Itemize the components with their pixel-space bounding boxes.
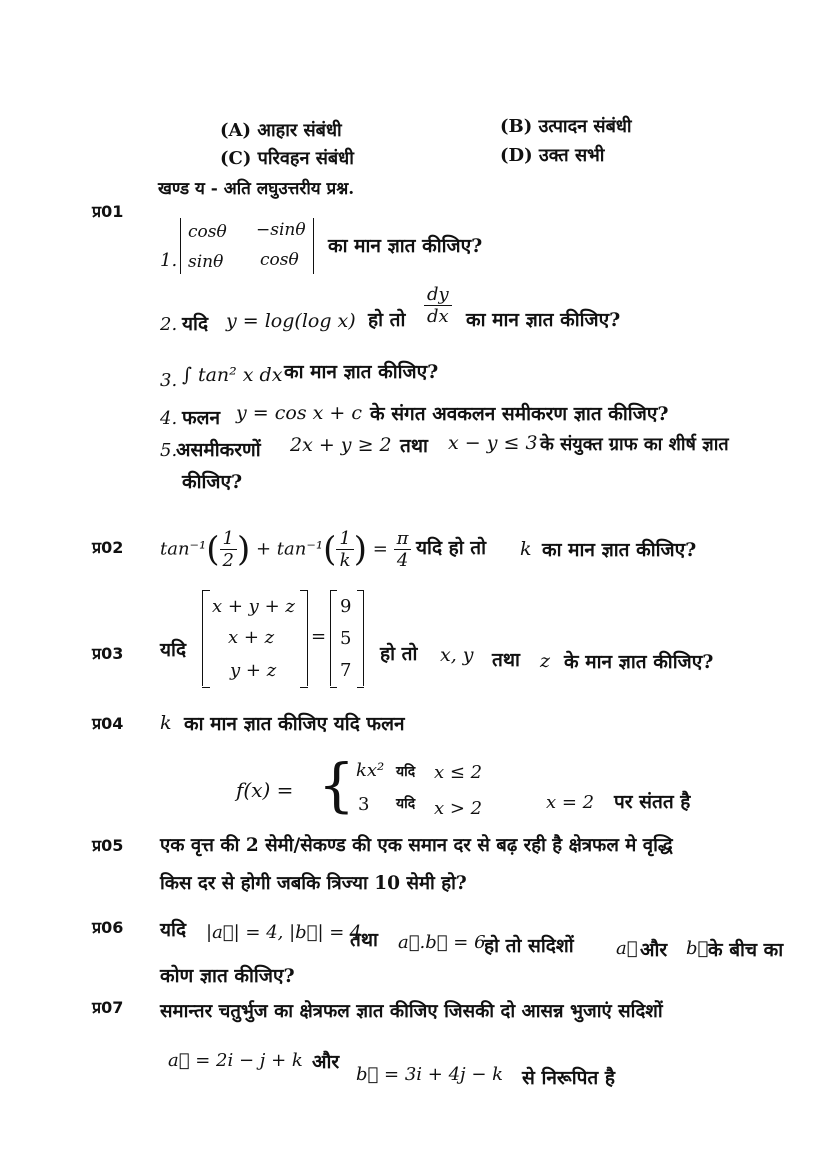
open-paren: ( [323,529,337,570]
question-text: का मान ज्ञात कीजिए यदि फलन [184,713,405,735]
math-term: = [372,538,388,560]
math-term: + tan⁻¹ [256,538,324,560]
question-text: का मान ज्ञात कीजिए? [466,309,621,331]
question-text: के संगत अवकलन समीकरण ज्ञात कीजिए? [370,403,669,425]
question-text: असमीकरणों [176,439,261,461]
vector-entry: 5 [340,628,352,649]
question-text: हो तो [380,643,418,665]
sub-number: 2. [160,314,178,335]
sub-number: 1. [160,250,178,271]
question-text: के मान ज्ञात कीजिए? [564,651,714,673]
fraction-numerator: 1 [336,528,353,550]
question-text: का मान ज्ञात कीजिए? [542,539,697,561]
question-text: तथा [492,649,520,671]
bracket-left-ticks [202,590,210,688]
equals-sign: = [311,626,327,647]
math-expression: f(x) = [236,778,294,802]
vector-entry: 9 [340,596,352,617]
question-text: कीजिए? [182,471,243,493]
question-text: और [640,939,668,961]
piece-condition: x > 2 [434,798,483,819]
question-label: प्र02 [92,538,124,557]
question-text: तथा [400,435,428,457]
question-text: यदि हो तो [416,537,487,559]
math-expression: y = cos x + c [236,402,362,424]
close-paren: ) [237,529,251,570]
math-expression [160,528,411,571]
fraction-numerator: dy [424,284,452,306]
question-text: का मान ज्ञात कीजिए? [284,361,439,383]
bracket-right-ticks [300,590,308,688]
matrix-entry: x + z [228,627,275,648]
question-text: तथा [350,929,378,951]
math-expression: a⃗ = 2i − j + k [168,1050,303,1071]
bracket-left-ticks [330,590,337,688]
matrix-entry: y + z [230,660,277,681]
question-label: प्र04 [92,714,124,733]
section-heading: खण्ड य - अति लघुउत्तरीय प्रश्न. [158,179,355,199]
matrix-entry: cosθ [260,250,299,270]
fraction-numerator: π [394,528,412,550]
matrix-entry: x + y + z [212,596,295,617]
piece-condition: x ≤ 2 [434,762,483,783]
curly-brace: { [318,751,355,819]
math-variable: k [160,712,172,734]
question-text: के संयुक्त ग्राफ का शीर्ष ज्ञात [540,434,729,455]
sub-number: 3. [160,370,178,391]
math-expression: 2x + y ≥ 2 [290,434,392,456]
math-variable: k [520,538,532,560]
fraction-denominator: k [339,550,351,571]
math-term: tan⁻¹ [160,538,207,560]
math-expression: a⃗.b⃗ = 6 [398,932,486,953]
question-label: प्र06 [92,918,124,937]
question-text: का मान ज्ञात कीजिए? [328,235,483,257]
math-variable: a⃗ [616,938,638,959]
question-text: और [312,1051,340,1073]
question-text: पर संतत है [614,791,691,813]
question-text: एक वृत्त की 2 सेमी/सेकण्ड की एक समान दर से बढ़ रही है क्षेत्रफल मे वृद्धि [160,835,673,856]
math-expression: ∫ tan² x dx [182,364,283,386]
question-label: प्र03 [92,644,124,663]
matrix-entry: sinθ [188,252,224,272]
option-c: (C) परिवहन संबंधी [220,148,354,169]
fraction-denominator: 4 [396,550,409,571]
option-b: (B) उत्पादन संबंधी [500,116,632,137]
question-text: के बीच का [708,939,784,961]
question-text: यदि [182,313,209,335]
vector-entry: 7 [340,660,352,681]
fraction-numerator: 1 [220,528,237,550]
option-d: (D) उक्त सभी [500,145,605,166]
math-expression: x = 2 [546,792,595,813]
sub-number: 5. [160,440,178,461]
math-expression: y = log(log x) [226,310,356,332]
question-text: यदि [160,919,187,941]
question-label: प्र01 [92,202,124,221]
matrix-entry: cosθ [188,222,227,242]
piece-if: यदि [396,796,416,812]
math-expression: b⃗ = 3i + 4j − k [356,1064,504,1085]
math-expression: x, y [440,644,474,666]
question-label: प्र05 [92,836,124,855]
matrix-entry: −sinθ [256,220,306,240]
question-text: समान्तर चतुर्भुज का क्षेत्रफल ज्ञात कीजिए जिसकी दो आसन्न भुजाएं सदिशों [160,1001,663,1022]
question-label: प्र07 [92,998,124,1017]
determinant-left-bar [180,218,181,274]
piece-value: kx² [356,760,385,781]
piece-if: यदि [396,764,416,780]
fraction-denominator: 2 [222,550,234,571]
question-text: हो तो सदिशों [484,935,574,957]
math-variable: b⃗ [686,938,709,959]
question-text: फलन [182,407,221,429]
question-text: से निरूपित है [522,1067,615,1089]
math-expression: x − y ≤ 3 [448,432,538,454]
piece-value: 3 [358,794,370,815]
question-text: किस दर से होगी जबकि त्रिज्या 10 सेमी हो? [160,873,467,894]
option-a: (A) आहार संबंधी [220,120,342,141]
question-text: कोण ज्ञात कीजिए? [160,965,295,987]
open-paren: ( [206,529,220,570]
fraction-denominator: dx [427,306,449,327]
question-text: हो तो [368,309,406,331]
question-text: यदि [160,639,187,661]
fraction [424,284,452,327]
determinant-right-bar [313,218,314,274]
math-variable: z [540,650,551,672]
bracket-right-ticks [357,590,364,688]
math-expression: |a⃗| = 4, |b⃗| = 4 [206,922,362,943]
close-paren: ) [353,529,368,570]
sub-number: 4. [160,408,178,429]
